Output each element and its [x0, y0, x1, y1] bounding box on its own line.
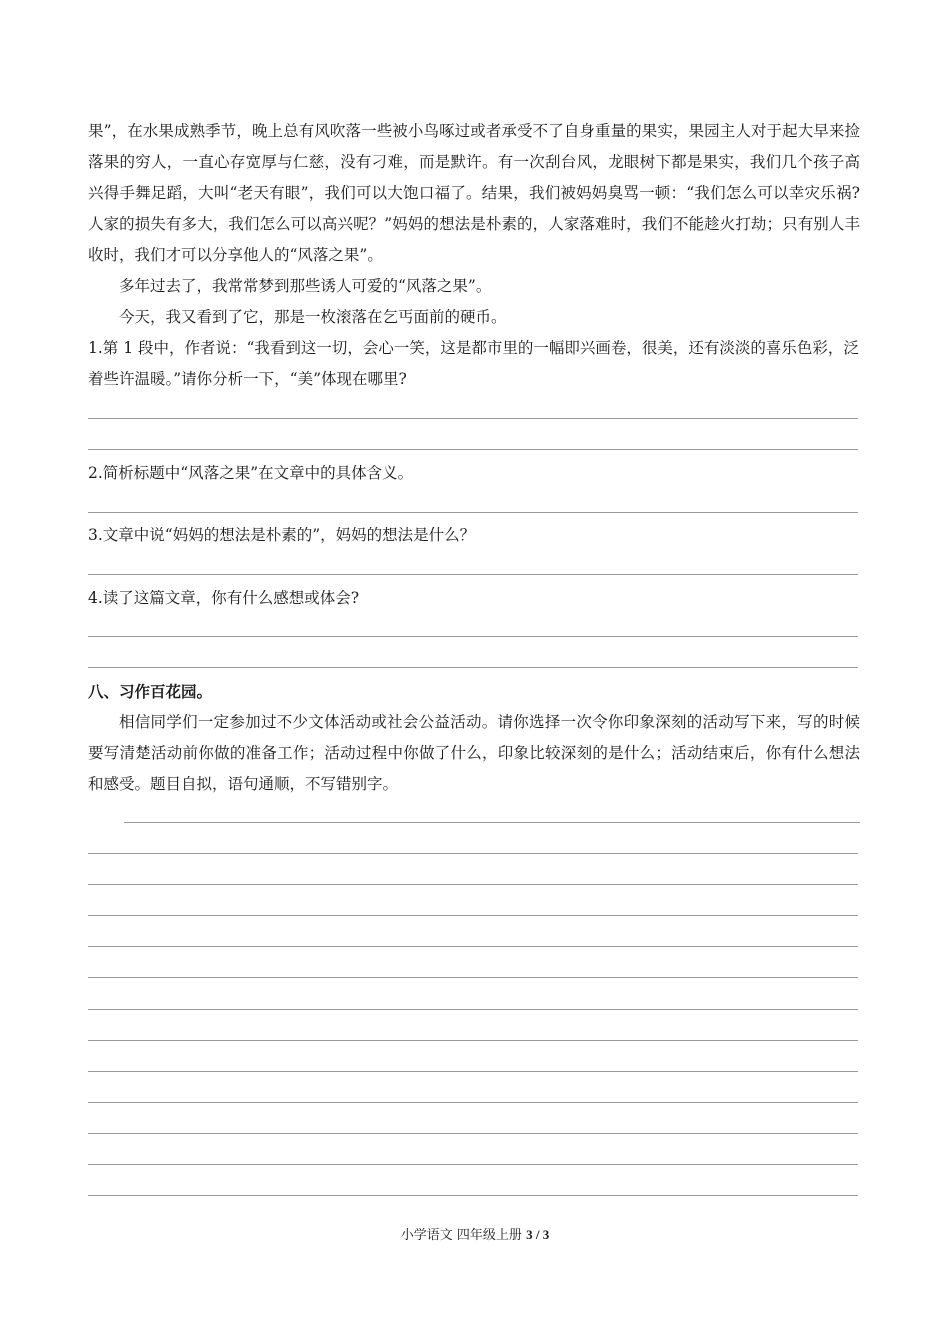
writing-line[interactable]: [88, 884, 858, 885]
answer-line[interactable]: [88, 512, 858, 513]
writing-line[interactable]: [88, 1102, 858, 1103]
writing-line[interactable]: [88, 1133, 858, 1134]
question-4: 4.读了这篇文章，你有什么感想或体会?: [88, 589, 360, 607]
question-1: 1.第 1 段中，作者说：“我看到这一切，会心一笑，这是都市里的一幅即兴画卷，很美，还有淡淡的喜乐色彩，泛着些许温暖。”请你分析一下，“美”体现在哪里?: [88, 339, 859, 388]
writing-line[interactable]: [88, 853, 858, 854]
writing-line[interactable]: [124, 822, 860, 823]
writing-line[interactable]: [88, 946, 858, 947]
page-number: 3 / 3: [526, 1227, 550, 1242]
writing-line[interactable]: [88, 915, 858, 916]
writing-line[interactable]: [88, 1071, 858, 1072]
passage-paragraph-3: 今天，我又看到了它，那是一枚滚落在乞丐面前的硬币。: [119, 308, 507, 326]
passage-paragraph-2: 多年过去了，我常常梦到那些诱人可爱的“风落之果”。: [119, 277, 492, 295]
answer-line[interactable]: [88, 574, 858, 575]
writing-line[interactable]: [88, 977, 858, 978]
writing-prompt: 相信同学们一定参加过不少文体活动或社会公益活动。请你选择一次令你印象深刻的活动写下来，写的时候要写清楚活动前你做的准备工作；活动过程中你做了什么，印象比较深刻的是什么；活动结束后，你有什么想法和感受。题目自拟，语句通顺，不写错别字。: [88, 713, 860, 793]
page-footer: [0, 1225, 950, 1246]
writing-line[interactable]: [88, 1164, 858, 1165]
question-2: 2.简析标题中“风落之果”在文章中的具体含义。: [88, 464, 414, 482]
answer-line[interactable]: [88, 449, 858, 450]
writing-line[interactable]: [88, 1195, 858, 1196]
writing-line[interactable]: [88, 1040, 858, 1041]
question-3: 3.文章中说“妈妈的想法是朴素的”，妈妈的想法是什么？: [88, 526, 476, 544]
answer-line[interactable]: [88, 636, 858, 637]
passage-paragraph-continued: 果”，在水果成熟季节，晚上总有风吹落一些被小鸟啄过或者承受不了自身重量的果实，果园主人对于起大早来捡落果的穷人，一直心存宽厚与仁慈，没有刁难，而是默许。有一次刮台风，龙眼树下都是果实，我们几个孩子高兴得手舞足蹈，大叫“老天有眼”，我们可以大饱口福了。结果，我们被妈妈臭骂一顿：“我们怎么可以幸灾乐祸?人家的损失有多大，我们怎么可以高兴呢？”妈妈的想法是朴素的，人家落难时，我们不能趁火打劫；只有别人丰收时，我们才可以分享他人的“风落之果”。: [88, 122, 860, 264]
answer-line[interactable]: [88, 667, 858, 668]
writing-line[interactable]: [88, 1009, 858, 1010]
section-heading: 八、习作百花园。: [88, 682, 213, 701]
footer-label: 小学语文 四年级上册: [400, 1228, 522, 1243]
answer-line[interactable]: [88, 418, 858, 419]
